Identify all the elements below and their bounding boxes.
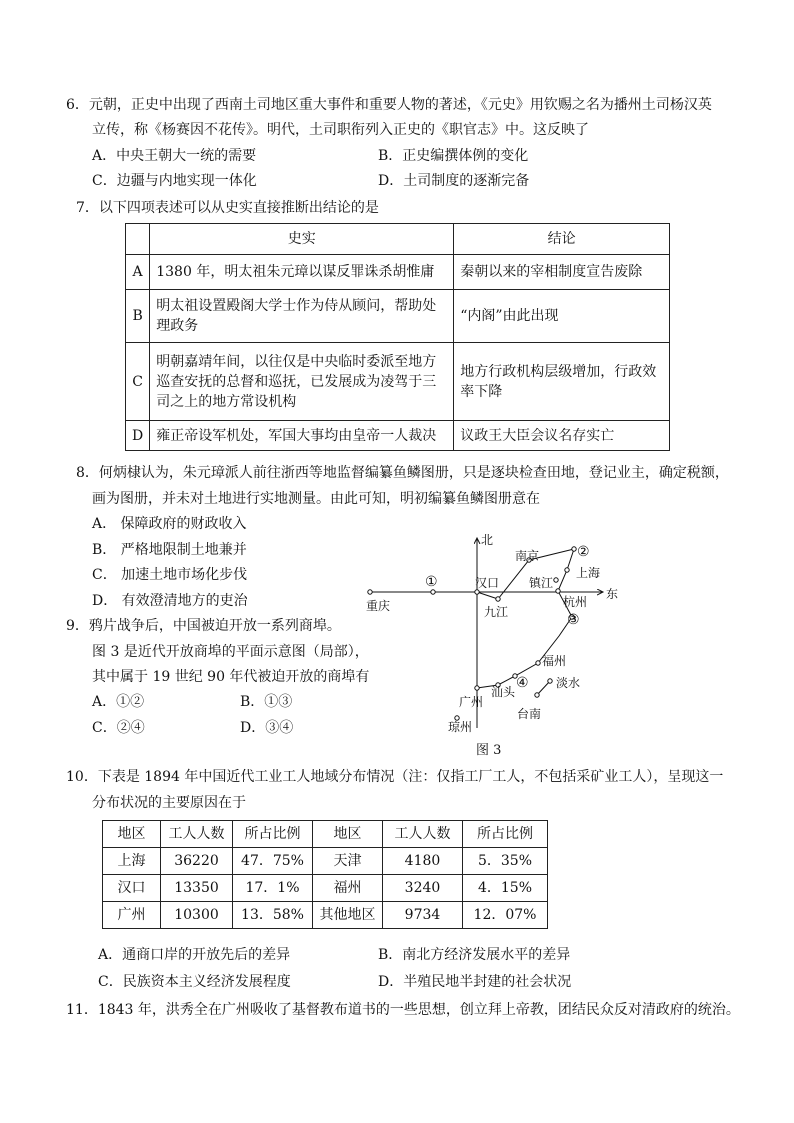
q9-stem-line1: 9．鸦片战争后，中国被迫开放一系列商埠。	[66, 618, 341, 634]
q6-stem-line1: 6．元朝，正史中出现了西南土司地区重大事件和重要人物的著述，《元史》用钦赐之名为播州土司杨汉英	[66, 97, 712, 113]
table-cell: 3240	[383, 875, 463, 902]
q9-stem-line3: 其中属于 19 世纪 90 年代被迫开放的商埠有	[92, 669, 370, 685]
q9-option-b: B．①③	[240, 694, 293, 710]
q7-conclusion: 议政王大臣会议名存实亡	[454, 421, 670, 451]
city-shanghai: 上海	[576, 566, 601, 580]
taiwan-route	[537, 681, 550, 695]
table-cell: 10300	[161, 902, 233, 929]
q7-conclusion: “内阁”由此出现	[454, 290, 670, 343]
marker-1-dot	[431, 590, 435, 594]
table-cell: 上海	[103, 848, 161, 875]
q10-header: 工人人数	[383, 821, 463, 848]
city-nanjing: 南京	[515, 549, 540, 563]
q7-row-c	[126, 343, 670, 421]
tainan-dot	[535, 693, 539, 697]
hangzhou-dot	[556, 589, 560, 593]
city-hangzhou: 杭州	[563, 595, 588, 609]
q10-header: 所占比例	[463, 821, 548, 848]
q7-fact: 明朝嘉靖年间，以往仅是中央临时委派至地方巡查安抚的总督和巡抚，已发展成为凌驾于三司之上的地方常设机构	[150, 343, 454, 421]
marker-1: ①	[425, 574, 438, 590]
q7-row-d	[126, 421, 670, 451]
q7-conclusion: 秦朝以来的宰相制度宣告废除	[454, 255, 670, 290]
marker-2: ②	[577, 544, 590, 560]
q7-header-fact: 史实	[150, 224, 454, 255]
city-chongqing: 重庆	[366, 599, 391, 613]
shanghai-dot	[565, 568, 569, 572]
q6-option-a: A．中央王朝大一统的需要	[92, 148, 257, 164]
q8-option-d: D． 有效澄清地方的吏治	[92, 593, 248, 609]
q6-option-b: B．正史编撰体例的变化	[378, 148, 529, 164]
q6-option-d: D．土司制度的逐渐完备	[378, 173, 530, 189]
city-qiongzhou: 琼州	[448, 720, 473, 734]
chongqing-dot	[368, 590, 372, 594]
table-cell: 36220	[161, 848, 233, 875]
q8-option-a: A． 保障政府的财政收入	[92, 516, 247, 532]
q7-header-conclusion: 结论	[454, 224, 670, 255]
q10-option-d: D．半殖民地半封建的社会状况	[378, 974, 572, 990]
east-label: 东	[606, 587, 619, 601]
table-cell: 天津	[313, 848, 383, 875]
city-zhenjiang: 镇江	[529, 576, 554, 590]
table-row	[103, 875, 548, 902]
q8-stem-line1: 8．何炳棣认为，朱元璋派人前往浙西等地监督编纂鱼鳞图册，只是逐块检查田地，登记业主，确定税额，	[76, 465, 729, 481]
table-cell: 4180	[383, 848, 463, 875]
city-danshui: 淡水	[556, 676, 581, 690]
q10-option-b: B．南北方经济发展水平的差异	[378, 947, 571, 963]
table-cell: 13350	[161, 875, 233, 902]
danshui-dot	[548, 679, 552, 683]
zhenjiang-dot	[554, 578, 558, 582]
guangzhou-dot	[475, 686, 479, 690]
q7-row-label: B	[126, 290, 150, 343]
q6-option-c: C．边疆与内地实现一体化	[92, 173, 257, 189]
q7-fact: 雍正帝设军机处，军国大事均由皇帝一人裁决	[150, 421, 454, 451]
q10-header: 地区	[103, 821, 161, 848]
table-cell: 12．07%	[463, 902, 548, 929]
hankou-dot	[475, 590, 479, 594]
fuzhou-dot	[536, 661, 540, 665]
q7-conclusion: 地方行政机构层级增加，行政效率下降	[454, 343, 670, 421]
table-cell: 17．1%	[233, 875, 313, 902]
table-cell: 福州	[313, 875, 383, 902]
city-tainan: 台南	[517, 707, 542, 721]
city-hankou: 汉口	[475, 576, 500, 590]
q8-option-c: C． 加速土地市场化步伐	[92, 567, 248, 583]
q10-option-a: A．通商口岸的开放先后的差异	[98, 947, 291, 963]
q7-fact: 明太祖设置殿阁大学士作为侍从顾问，帮助处理政务	[150, 290, 454, 343]
q7-row-a	[126, 255, 670, 290]
q10-header: 工人人数	[161, 821, 233, 848]
q7-fact: 1380 年，明太祖朱元璋以谋反罪诛杀胡惟庸	[150, 255, 454, 290]
q7-stem: 7．以下四项表述可以从史实直接推断出结论的是	[76, 200, 379, 216]
q9-option-a: A．①②	[92, 694, 145, 710]
table-cell: 9734	[383, 902, 463, 929]
north-label: 北	[481, 533, 494, 547]
q7-row-label: C	[126, 343, 150, 421]
table-row	[103, 848, 548, 875]
table-cell: 47．75%	[233, 848, 313, 875]
q7-table	[125, 223, 670, 451]
q7-row-b	[126, 290, 670, 343]
q10-header: 地区	[313, 821, 383, 848]
q9-option-c: C．②④	[92, 720, 145, 736]
q10-table	[102, 820, 548, 929]
table-row	[103, 902, 548, 929]
q7-header-blank	[126, 224, 150, 255]
q8-stem-line2: 画为图册，并未对土地进行实地测量。由此可知，明初编纂鱼鳞图册意在	[92, 491, 540, 507]
q8-option-b: B． 严格地限制土地兼并	[92, 542, 247, 558]
marker-4: ④	[516, 675, 529, 691]
q10-stem-line1: 10．下表是 1894 年中国近代工业工人地域分布情况（注：仅指工厂工人，不包括采矿业工人），呈现这一	[66, 769, 724, 785]
city-guangzhou: 广州	[459, 695, 484, 709]
q11-stem-line1: 11．1843 年，洪秀全在广州吸收了基督教布道书的一些思想，创立拜上帝教，团结民众反对清政府的统治。	[66, 1002, 740, 1018]
treaty-ports-map	[360, 528, 630, 760]
q6-stem-line2: 立传，称《杨赛因不花传》。明代，土司职衔列入正史的《职官志》中。这反映了	[92, 122, 589, 138]
q7-row-label: A	[126, 255, 150, 290]
marker-2-dot	[572, 547, 576, 551]
table-cell: 4．15%	[463, 875, 548, 902]
jiujiang-dot	[496, 597, 500, 601]
q10-stem-line2: 分布状况的主要原因在于	[92, 795, 246, 811]
city-shantou: 汕头	[491, 685, 516, 699]
table-cell: 5．35%	[463, 848, 548, 875]
table-cell: 汉口	[103, 875, 161, 902]
city-jiujiang: 九江	[484, 605, 509, 619]
table-cell: 13．58%	[233, 902, 313, 929]
table-cell: 其他地区	[313, 902, 383, 929]
table-cell: 广州	[103, 902, 161, 929]
marker-3: ③	[567, 612, 580, 628]
city-fuzhou: 福州	[542, 654, 567, 668]
q10-option-c: C．民族资本主义经济发展程度	[98, 974, 291, 990]
q10-header: 所占比例	[233, 821, 313, 848]
q7-row-label: D	[126, 421, 150, 451]
q9-option-d: D．③④	[240, 720, 294, 736]
q9-stem-line2: 图 3 是近代开放商埠的平面示意图（局部），	[92, 644, 369, 660]
figure-caption: 图 3	[476, 743, 502, 758]
